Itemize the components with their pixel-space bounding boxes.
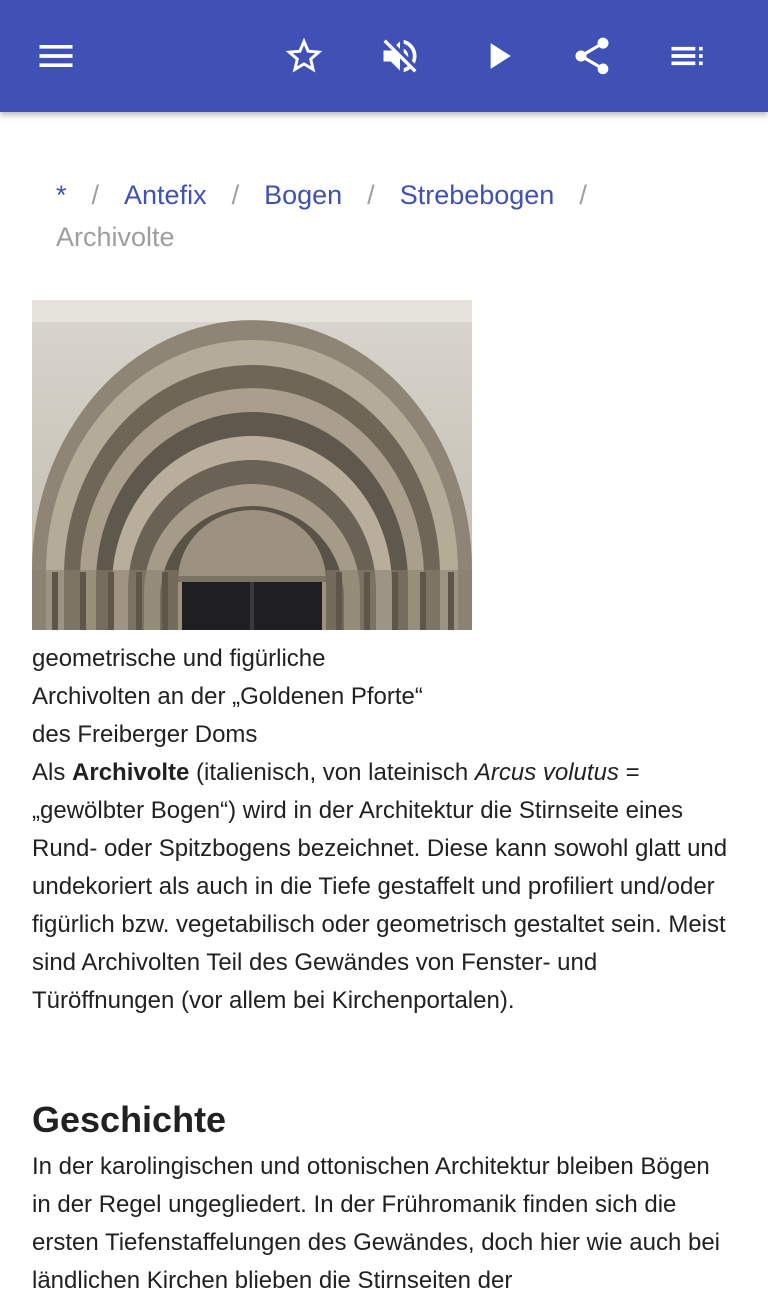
portal-arch-illustration [32, 300, 472, 630]
intro-paragraph [32, 754, 732, 1020]
menu-icon [34, 34, 78, 78]
favorite-button[interactable] [264, 16, 344, 96]
intro-prefix: Als [32, 759, 73, 786]
breadcrumb-separator: / [579, 180, 587, 210]
breadcrumb [56, 174, 736, 258]
breadcrumb-separator: / [367, 180, 375, 210]
image-caption [32, 640, 472, 754]
caption-line: Archivolten an der „Goldenen Pforte“ [32, 683, 423, 710]
article-image[interactable] [32, 300, 472, 630]
table-of-contents-icon [666, 34, 710, 78]
intro-rest: = „gewölbter Bogen“) wird in der Architektur die Stirnseite eines Rund- oder Spitzbogens bezeichnet. Diese kann sowohl glatt und undekoriert als auch in die Tiefe gestaffelt und profiliert und/oder figürlich bzw. vegetabilisch oder geometrisch gestaltet sein. Meist sind Archivolten Teil des Gewändes von Fenster- und Türöffnungen (vor allem bei Kirchenportalen). [32, 759, 728, 1014]
share-button[interactable] [552, 16, 632, 96]
breadcrumb-item-antefix[interactable]: Antefix [124, 180, 207, 210]
table-of-contents-button[interactable] [648, 16, 728, 96]
article-content [0, 112, 768, 1294]
play-button[interactable] [458, 16, 538, 96]
intro-term: Archivolte [72, 759, 190, 786]
section-heading-geschichte: Geschichte [32, 1099, 227, 1140]
star-outline-icon [282, 34, 326, 78]
menu-button[interactable] [16, 16, 96, 96]
intro-mid: (italienisch, von lateinisch [189, 759, 475, 786]
breadcrumb-separator: / [91, 180, 100, 210]
app-bar [0, 0, 768, 112]
breadcrumb-separator: / [231, 180, 240, 210]
caption-line: des Freiberger Doms [32, 721, 258, 748]
breadcrumb-item-bogen[interactable]: Bogen [264, 180, 343, 210]
breadcrumb-item-home[interactable]: * [56, 180, 67, 210]
mute-button[interactable] [360, 16, 440, 96]
breadcrumb-item-strebebogen[interactable]: Strebebogen [399, 180, 555, 210]
caption-line: geometrische und figürliche [32, 645, 326, 672]
history-paragraph: In der karolingischen und ottonischen Architektur bleiben Bögen in der Regel ungegliedert. In der Frühromanik finden sich die ersten Tiefenstaffelungen des Gewändes, doch hier wie auch bei ländlichen Kirchen blieben die Stirnseiten der [32, 1153, 721, 1294]
volume-off-icon [378, 34, 422, 78]
play-icon [476, 34, 520, 78]
intro-latin-term: Arcus volutus [474, 759, 619, 786]
breadcrumb-current: Archivolte [56, 222, 175, 252]
share-icon [570, 34, 614, 78]
